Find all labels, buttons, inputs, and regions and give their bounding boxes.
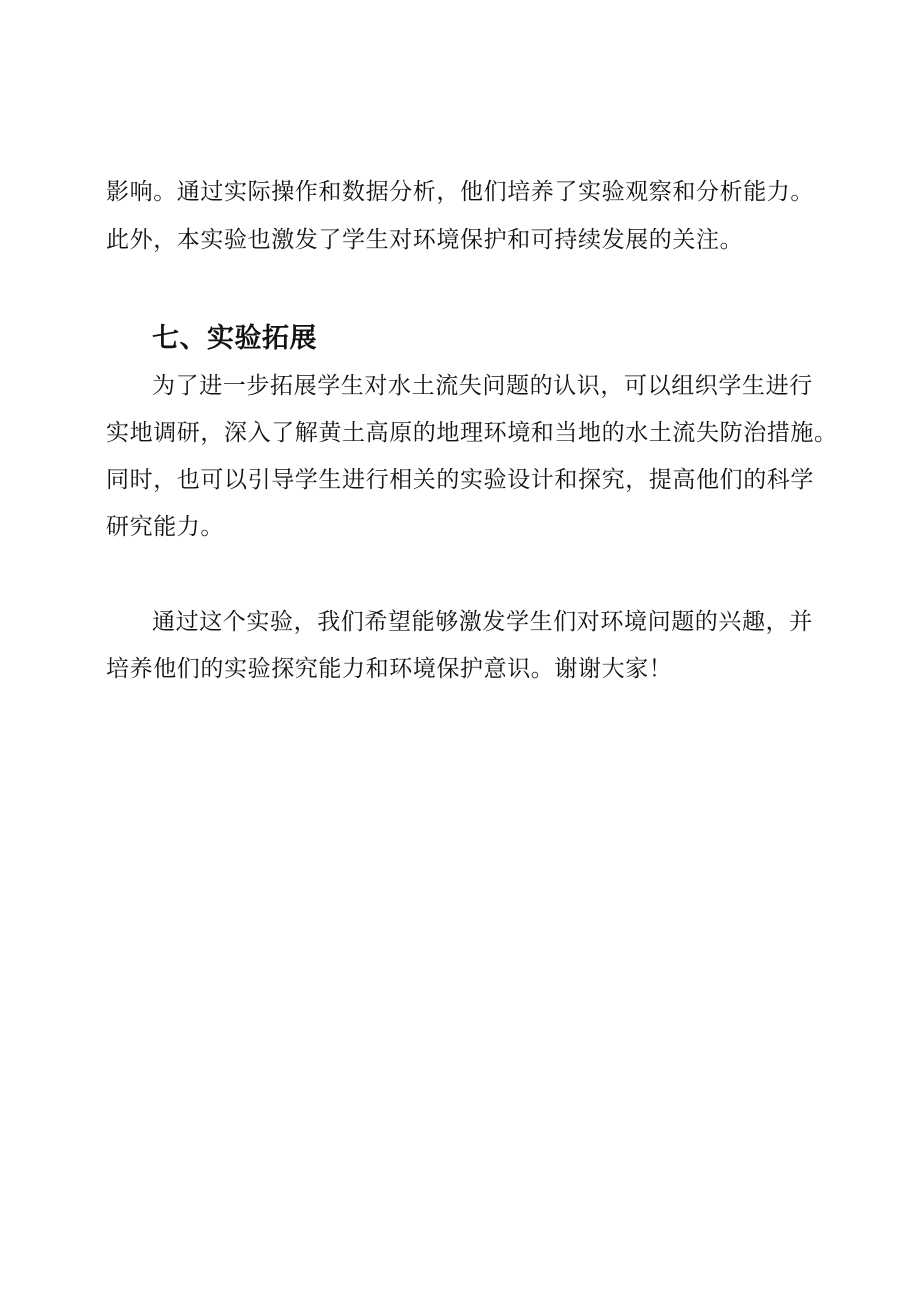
paragraph-line: 同时，也可以引导学生进行相关的实验设计和探究，提高他们的科学 [106,467,814,493]
paragraph-line: 为了进一步拓展学生对水土流失问题的认识，可以组织学生进行 [152,373,813,399]
paragraph-line: 培养他们的实验探究能力和环境保护意识。谢谢大家！ [106,656,673,682]
paragraph-line: 影响。通过实际操作和数据分析，他们培养了实验观察和分析能力。 [106,179,814,205]
paragraph-line: 此外，本实验也激发了学生对环境保护和可持续发展的关注。 [106,227,744,253]
paragraph-line: 实地调研，深入了解黄土高原的地理环境和当地的水土流失防治措施。 [106,420,838,446]
paragraph-line: 通过这个实验，我们希望能够激发学生们对环境问题的兴趣，并 [152,609,813,635]
paragraph-line: 研究能力。 [106,514,224,540]
section-heading: 七、实验拓展 [152,323,317,354]
